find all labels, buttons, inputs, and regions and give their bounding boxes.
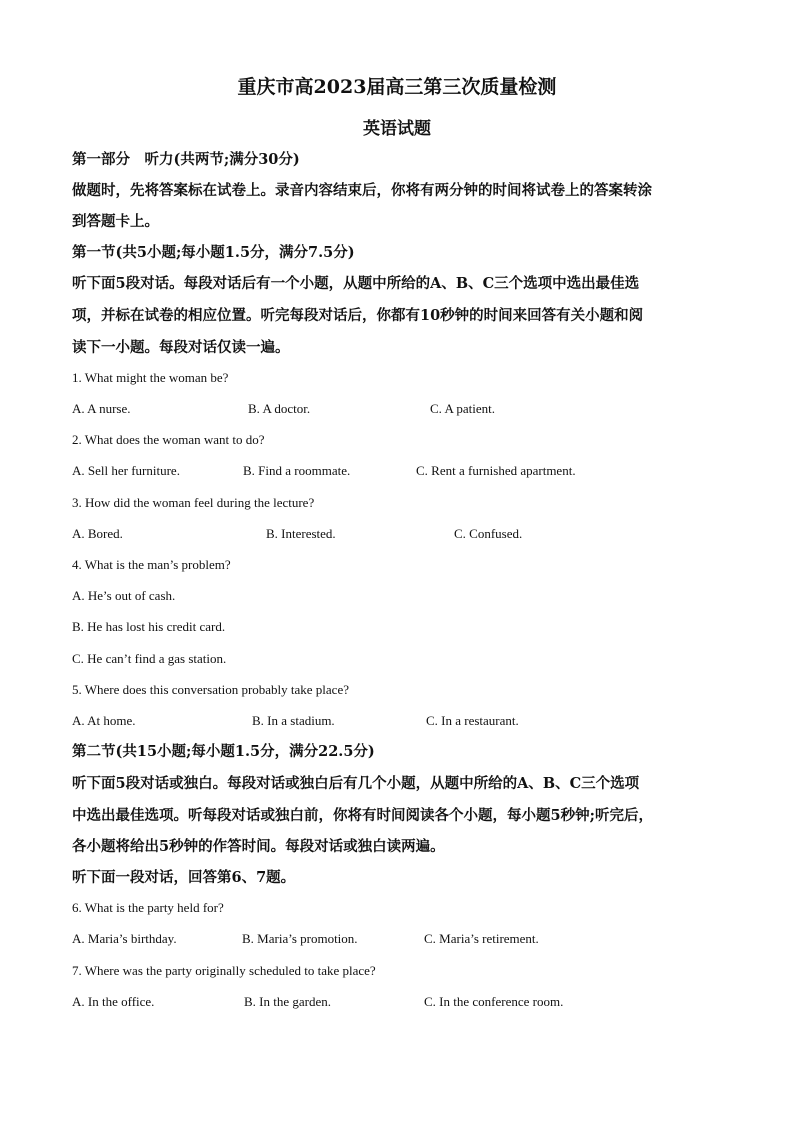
q4-option-b: B. He has lost his credit card.	[72, 619, 226, 634]
section2-instruction-line: 听下面5段对话或独白。每段对话或独白后有几个小题，从题中所给的A、B、C三个选项	[72, 775, 640, 792]
q6-option-c: C. Maria’s retirement.	[424, 931, 539, 946]
q2-option-b: B. Find a roommate.	[243, 463, 351, 478]
section1-instruction-line: 听下面5段对话。每段对话后有一个小题，从题中所给的A、B、C三个选项中选出最佳选	[72, 275, 640, 292]
q3-option-b: B. Interested.	[266, 526, 336, 541]
question-2: 2. What does the woman want to do?	[72, 432, 265, 447]
q3-option-a: A. Bored.	[72, 526, 123, 541]
instruction-line: 到答题卡上。	[72, 213, 159, 230]
q2-option-a: A. Sell her furniture.	[72, 463, 180, 478]
q7-option-b: B. In the garden.	[244, 994, 332, 1009]
section1-instruction-line: 读下一小题。每段对话仅读一遍。	[72, 339, 290, 356]
question-3: 3. How did the woman feel during the lecture?	[72, 495, 315, 510]
section1-instruction-line: 项，并标在试卷的相应位置。听完每段对话后，你都有10秒钟的时间来回答有关小题和阅	[72, 307, 644, 324]
instruction-line: 做题时，先将答案标在试卷上。录音内容结束后，你将有两分钟的时间将试卷上的答案转涂	[72, 182, 652, 199]
section1-heading: 第一节(共5小题;每小题1.5分，满分7.5分)	[72, 244, 355, 261]
question-6: 6. What is the party held for?	[72, 900, 224, 915]
q7-option-a: A. In the office.	[72, 994, 155, 1009]
q5-option-c: C. In a restaurant.	[426, 713, 519, 728]
q1-option-c: C. A patient.	[430, 401, 495, 416]
part1-heading: 第一部分 听力(共两节;满分30分)	[72, 151, 300, 168]
exam-subtitle: 英语试题	[363, 119, 431, 139]
dialogue-heading: 听下面一段对话，回答第6、7题。	[72, 869, 296, 886]
q6-option-b: B. Maria’s promotion.	[242, 931, 358, 946]
q7-option-c: C. In the conference room.	[424, 994, 564, 1009]
q1-option-a: A. A nurse.	[72, 401, 131, 416]
q5-option-b: B. In a stadium.	[252, 713, 335, 728]
q4-option-c: C. He can’t find a gas station.	[72, 651, 227, 666]
q4-option-a: A. He’s out of cash.	[72, 588, 176, 603]
question-7: 7. Where was the party originally scheduled to take place?	[72, 963, 376, 978]
question-4: 4. What is the man’s problem?	[72, 557, 231, 572]
section2-instruction-line: 各小题将给出5秒钟的作答时间。每段对话或独白读两遍。	[72, 838, 445, 855]
q6-option-a: A. Maria’s birthday.	[72, 931, 177, 946]
q1-option-b: B. A doctor.	[248, 401, 311, 416]
q3-option-c: C. Confused.	[454, 526, 523, 541]
question-1: 1. What might the woman be?	[72, 370, 229, 385]
q5-option-a: A. At home.	[72, 713, 136, 728]
section2-heading: 第二节(共15小题;每小题1.5分，满分22.5分)	[72, 743, 375, 760]
question-5: 5. Where does this conversation probably take place?	[72, 682, 349, 697]
q2-option-c: C. Rent a furnished apartment.	[416, 463, 576, 478]
section2-instruction-line: 中选出最佳选项。听每段对话或独白前，你将有时间阅读各个小题，每小题5秒钟;听完后，	[72, 807, 653, 824]
exam-title: 重庆市高2023届高三第三次质量检测	[237, 76, 557, 98]
